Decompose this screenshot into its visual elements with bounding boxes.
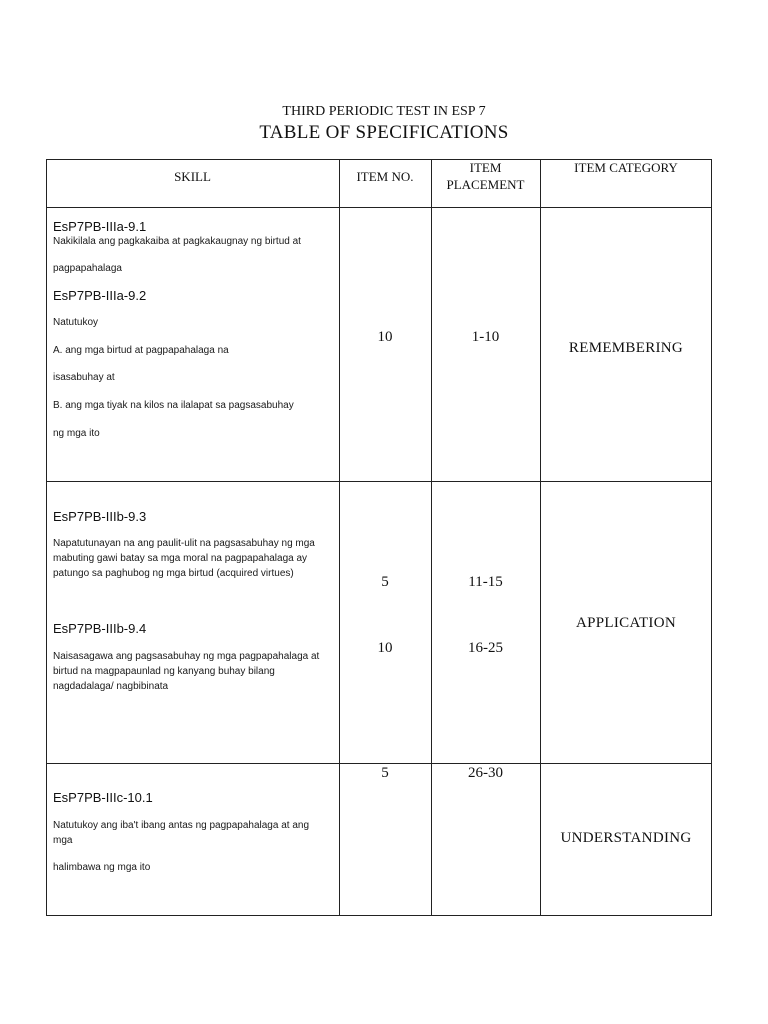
competency-text: Naisasagawa ang pagsasabuhay ng mga pagpapahalaga at: [53, 651, 320, 662]
page-title: TABLE OF SPECIFICATIONS: [259, 122, 509, 143]
competency-text: halimbawa ng mga ito: [53, 862, 151, 873]
competency-text: mabuting gawi batay sa mga moral na pagpapahalaga ay: [53, 553, 308, 564]
competency-text: isasabuhay at: [53, 372, 115, 383]
column-header-item-placement: ITEM: [469, 160, 502, 175]
test-subtitle: THIRD PERIODIC TEST IN ESP 7: [282, 104, 486, 119]
column-header-skill: SKILL: [174, 169, 211, 184]
column-header-item-placement: PLACEMENT: [446, 177, 525, 192]
item-placement: 26-30: [468, 765, 503, 781]
competency-text: Nakikilala ang pagkakaiba at pagkakaugnay ng birtud at: [53, 236, 301, 247]
competency-text: mga: [53, 835, 73, 846]
competency-code: EsP7PB-IIIa-9.2: [53, 288, 147, 303]
column-header-item-category: ITEM CATEGORY: [574, 160, 678, 175]
column-divider: [339, 159, 340, 916]
competency-text: birtud na magpapaunlad ng kanyang buhay bilang: [53, 666, 275, 677]
item-category: UNDERSTANDING: [560, 830, 692, 846]
competency-text: A. ang mga birtud at pagpapahalaga na: [53, 345, 229, 356]
competency-text: Napatutunayan na ang paulit-ulit na pagsasabuhay ng mga: [53, 538, 315, 549]
competency-text: B. ang mga tiyak na kilos na ilalapat sa pagsasabuhay: [53, 400, 294, 411]
item-count: 10: [377, 640, 393, 656]
row-divider: [46, 481, 712, 482]
item-category: REMEMBERING: [568, 340, 684, 356]
competency-code: EsP7PB-IIIc-10.1: [53, 790, 153, 805]
competency-text: nagdadalaga/ nagbibinata: [53, 681, 169, 692]
item-category: APPLICATION: [576, 615, 676, 631]
column-divider: [540, 159, 541, 916]
row-divider: [46, 763, 712, 764]
competency-text: Natutukoy ang iba't ibang antas ng pagpapahalaga at ang: [53, 820, 310, 831]
item-placement: 1-10: [471, 329, 500, 345]
item-count: 10: [377, 329, 393, 345]
item-count: 5: [381, 765, 389, 781]
competency-text: patungo sa paghubog ng mga birtud (acquired virtues): [53, 568, 294, 579]
column-divider: [431, 159, 432, 916]
competency-code: EsP7PB-IIIb-9.3: [53, 509, 147, 524]
item-placement: 11-15: [468, 574, 503, 590]
column-header-item-no: ITEM NO.: [356, 169, 414, 184]
header-divider: [46, 207, 712, 208]
competency-text: ng mga ito: [53, 428, 100, 439]
competency-code: EsP7PB-IIIb-9.4: [53, 621, 147, 636]
competency-text: pagpapahalaga: [53, 263, 122, 274]
item-placement: 16-25: [468, 640, 503, 656]
item-count: 5: [381, 574, 389, 590]
competency-text: Natutukoy: [53, 317, 99, 328]
competency-code: EsP7PB-IIIa-9.1: [53, 219, 147, 234]
